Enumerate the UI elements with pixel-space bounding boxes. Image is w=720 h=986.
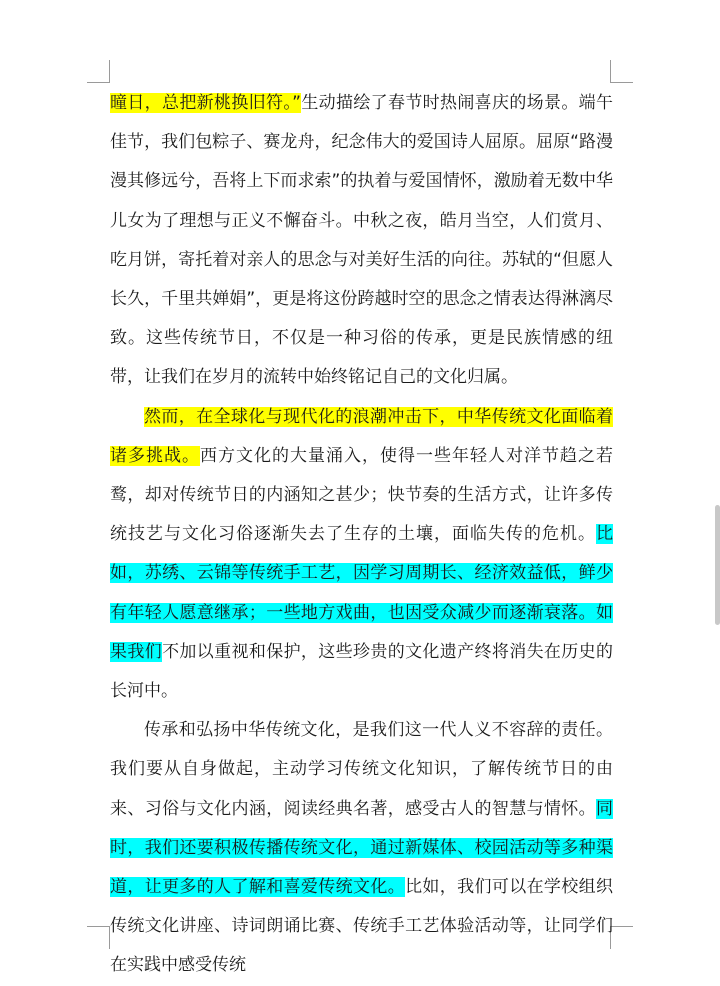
text-segment: 不加以重视和保护，这些珍贵的文化遗产终将消失在历史的长河中。 xyxy=(110,641,614,702)
text-segment: 比如，苏绣、云锦等传统手工艺，因学习周期长、经济效益低，鲜少有年轻人愿意继承；一些地方戏曲，也因受众减少而逐渐衰落。如果我们 xyxy=(110,524,613,662)
text-segment: 比如，我们可以在学校组织传统文化讲座、诗词朗诵比赛、传统手工艺体验活动等，让同学们在实践中感受传统 xyxy=(110,877,614,976)
text-segment: 同时，我们还要积极传播传统文化，通过新媒体、校园活动等多种渠道，让更多的人了解和喜爱传统文化。 xyxy=(110,798,613,898)
text-segment: 然而，在全球化与现代化的浪潮冲击下，中华传统文化面临着诸多挑战。 xyxy=(110,406,613,466)
document-body[interactable] xyxy=(110,84,613,986)
paragraph-3 xyxy=(110,711,613,985)
margin-corner-top-right xyxy=(610,60,633,83)
text-segment: 曈日，总把新桃换旧符。” xyxy=(110,93,301,113)
paragraph-1 xyxy=(110,84,613,398)
margin-corner-top-left xyxy=(87,60,110,83)
margin-corner-bottom-right xyxy=(610,926,633,949)
text-segment: 传承和弘扬中华传统文化，是我们这一代人义不容辞的责任。我们要从自身做起，主动学习传统文化知识，了解传统节日的由来、习俗与文化内涵，阅读经典名著，感受古人的智慧与情怀。 xyxy=(110,720,613,819)
scrollbar-thumb[interactable] xyxy=(715,505,720,625)
text-segment: 生动描绘了春节时热闹喜庆的场景。端午佳节，我们包粽子、赛龙舟，纪念伟大的爱国诗人屈原。屈原“路漫漫其修远兮，吾将上下而求索”的执着与爱国情怀，激励着无数中华儿女为了理想与正义不懈奋斗。中秋之夜，皓月当空，人们赏月、吃月饼，寄托着对亲人的思念与对美好生活的向往。苏轼的“但愿人长久，千里共婵娟”，更是将这份跨越时空的思念之情表达得淋漓尽致。这些传统节日，不仅是一种习俗的传承，更是民族情感的纽带，让我们在岁月的流转中始终铭记自己的文化归属。 xyxy=(110,93,613,388)
text-segment: 西方文化的大量涌入，使得一些年轻人对洋节趋之若鹜，却对传统节日的内涵知之甚少；快节奏的生活方式，让许多传统技艺与文化习俗逐渐失去了生存的土壤，面临失传的危机。 xyxy=(110,445,613,545)
margin-corner-bottom-left xyxy=(87,926,110,949)
paragraph-2 xyxy=(110,398,613,712)
